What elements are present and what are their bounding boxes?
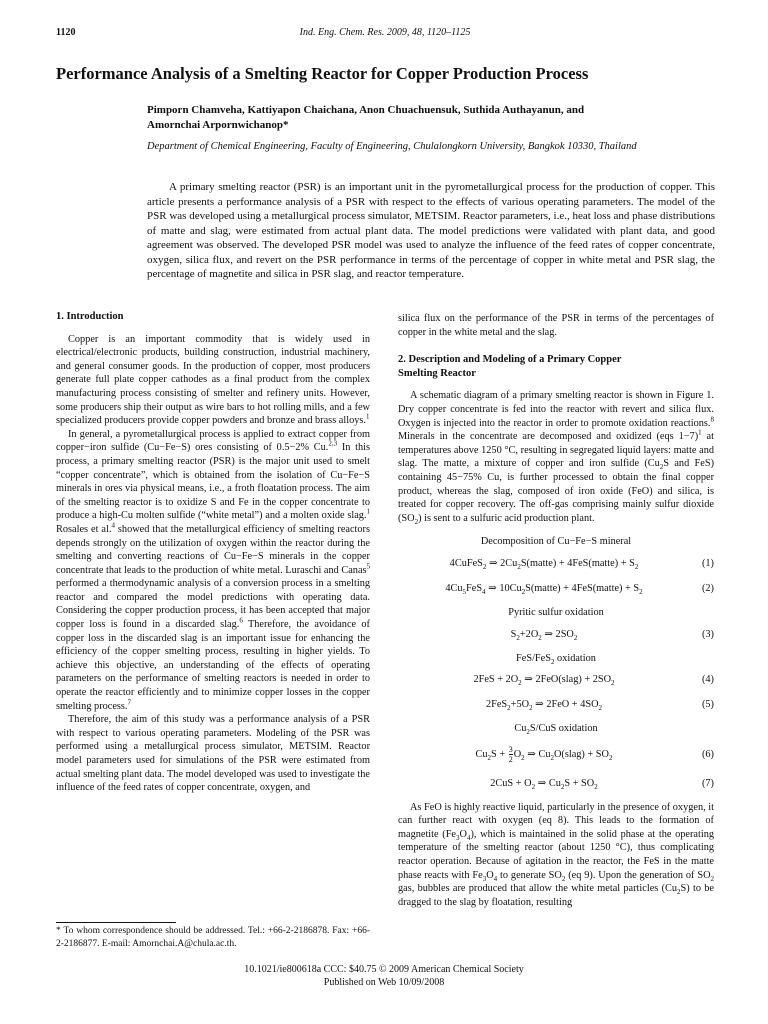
- author-list: [147, 103, 728, 133]
- journal-reference: Ind. Eng. Chem. Res. 2009, 48, 1120–1125: [299, 27, 471, 38]
- footnote-rule: [56, 922, 176, 923]
- eq-group-heading: $Cu_2S$/CuS oxidation: [514, 723, 598, 737]
- section-1-heading: 1. Introduction: [56, 311, 124, 322]
- author-line-2: Amornchai Arpornwichanop*: [147, 119, 289, 131]
- abstract-text: A primary smelting reactor (PSR) is an important unit in the pyrometallurgical process for the production of copper. This article presents a performance analysis of a PSR with respect to the effects of various operating parameters. The model of the PSR was developed using a metallurgical process simulator, METSIM. Reactor parameters, i.e., heat loss and phase distributions of matte and slag, were estimated from actual plant data. The model predictions were validated with plant data, and good agreement was observed. The developed PSR model was used to analyze the influence of the feed rates of copper concentrate, oxygen, silica flux, and revert on the PSR performance in terms of the percentage of copper in white metal and PSR slag, the percentage of magnetite and silica in PSR slag, and reactor temperature.: [147, 181, 715, 280]
- corresponding-author-footnote: * To whom correspondence should be addressed. Tel.: +66-2-2186878. Fax: +66-2-2186877. E-mail: Amornchai.A@chula.ac.th.: [56, 926, 370, 949]
- paper-title: Performance Analysis of a Smelting Reactor for Copper Production Process: [56, 64, 589, 83]
- equation-7: $2CuS + O_2$ ⇒ $Cu_2S + SO_2$ (7): [490, 777, 714, 791]
- intro-paragraph-1: Copper is an important commodity that is widely used in electrical/electronic products, building construction, industrial machinery, and general consumer goods. In the production of copper, most producers generate full plate copper cathodes as a final product from the complex manufacturing process consisting of smelter and refinery units. However, some producers ship their output as wire bars to hot rolling mills, and a few specialized producers provide copper powders and bronze and brass alloys.$^1$: [56, 333, 370, 427]
- eq-group-heading: FeS/FeS$_2$ oxidation: [516, 652, 596, 666]
- right-column: [398, 312, 714, 909]
- equation-3: $S_2+2O_2$ ⇒ $2SO_2$ (3): [510, 628, 714, 642]
- doi-copyright-line: 10.1021/ie800618a CCC: $40.75 © 2009 American Chemical Society: [244, 964, 524, 975]
- page-footer: [0, 963, 768, 989]
- affiliation: Department of Chemical Engineering, Faculty of Engineering, Chulalongkorn University, Bangkok 10330, Thailand: [147, 141, 637, 152]
- abstract: [147, 180, 715, 282]
- reaction-equations: [398, 535, 714, 791]
- equation-5: $2FeS_2+5O_2$ ⇒ $2FeO + 4SO_2$ (5): [485, 699, 714, 713]
- intro-paragraph-2: In general, a pyrometallurgical process is applied to extract copper from copper−iron sulfide (Cu−Fe−S) ores consisting of 0.5−2% Cu.$^{2,3}$ In this process, a primary smelting reactor (PSR) is the major unit used to smelt “copper concentrate”, which is obtained from the isolation of Cu−Fe−S minerals in ores via physical means, i.e., a froth floatation process. The aim of the smelting reactor is to oxidize S and Fe in the copper concentrate to produce a high-Cu molten sulfide (“white metal”) and a molten oxide slag.$^1$ Rosales et al.$^4$ showed that the metallurgical efficiency of smelting reactors depends strongly on the utilization of oxygen within the reactor during the smelting and converting reactions of Cu−Fe−S minerals in the copper concentrate that leads to the production of white metal. Luraschi and Canas$^5$ performed a thermodynamic analysis of a conversion process in a smelting reactor and compared the model predictions with operating data. Considering the copper production process, it has been accepted that major copper loss is found in a discarded slag.$^6$ Therefore, the avoidance of copper loss in the discarded slag is an important issue for enhancing the efficiency of the copper smelting process, resulting in higher yields. To achieve this objective, an understanding of the effects of operating parameters on the performance of smelting reactors is needed in order to operate the reactor efficiently and to minimize copper losses in the copper smelting process.$^7$: [56, 428, 371, 712]
- eq-group-heading: Pyritic sulfur oxidation: [508, 606, 604, 618]
- intro-paragraph-3: Therefore, the aim of this study was a performance analysis of a PSR with respect to various operating parameters. Modeling of the PSR was performed using a metallurgical process simulator, METSIM. Reactor model parameters used for simulations of the PSR were estimated from actual smelting plant data. The model developed was used to investigate the influence of the feed rates of copper concentrate, oxygen, and: [56, 714, 370, 794]
- section-2-heading: 2. Description and Modeling of a Primary Copper Smelting Reactor: [398, 354, 622, 379]
- intro-paragraph-3-continued: silica flux on the performance of the PSR in terms of the percentages of copper in the white metal and the slag.: [398, 313, 714, 338]
- eq-group-heading: Decomposition of Cu−Fe−S mineral: [480, 536, 632, 548]
- published-date-line: Published on Web 10/09/2008: [323, 977, 445, 988]
- section-2-paragraph-1: A schematic diagram of a primary smelting reactor is shown in Figure 1. Dry copper concentrate is fed into the reactor with revert and silica flux. Oxygen is injected into the reactor in order to promote oxidation reactions.$^8$ Minerals in the concentrate are decomposed and oxidized (eqs 1−7)$^1$ at temperatures above 1250 °C, resulting in segregated liquid layers: matte and slag. The matte, a mixture of copper and iron sulfide ($Cu_2S$ and FeS) containing 45−75% Cu, is further processed to obtain the final copper product, whereas the slag, composed of iron oxide (FeO) and silica, is treated for copper recovery. The off-gas comprising mainly sulfur dioxide $(SO_2)$ is sent to a sulfuric acid production plant.: [398, 390, 714, 526]
- running-header: [56, 27, 714, 41]
- section-2-paragraph-2: As FeO is highly reactive liquid, particularly in the presence of oxygen, it can further react with oxygen (eq 8). This leads to the formation of magnetite $(Fe_3O_4)$, which is maintained in the solid phase at the operating temperature of the smelting reactor (about 1250 °C), thus complicating reactor operation. Because of agitation in the reactor, the FeS in the matte phase reacts with $Fe_3O_4$ to generate $SO_2$ (eq 9). Upon the generation of $SO_2$ gas, bubbles are produced that allow the white metal particles $(Cu_2S)$ to be dragged to the slag by floatation, resulting: [398, 801, 715, 908]
- equation-4: $2FeS + 2O_2$ ⇒ 2FeO(slag) + $2SO_2$ (4): [473, 674, 714, 688]
- equation-6: $Cu_2S$ + $\frac{3}{2}$ $O_2$ ⇒ $Cu_2O(slag) + SO_2$ (6): [475, 745, 714, 765]
- left-column: [56, 310, 370, 795]
- author-line-1: Pimporn Chamveha, Kattiyapon Chaichana, Anon Chuachuensuk, Suthida Authayanun, and: [147, 104, 585, 116]
- equation-2: $4Cu_5FeS_4$ ⇒ $10Cu_2S(matte)$ + 4FeS(matte) + $S_2$ (2): [445, 583, 714, 597]
- page-number: 1120: [56, 27, 76, 38]
- equation-1: 4CuFeS$_2$ ⇒ $2Cu_2S(matte)$ + 4FeS(matte) + $S_2$ (1): [449, 558, 714, 572]
